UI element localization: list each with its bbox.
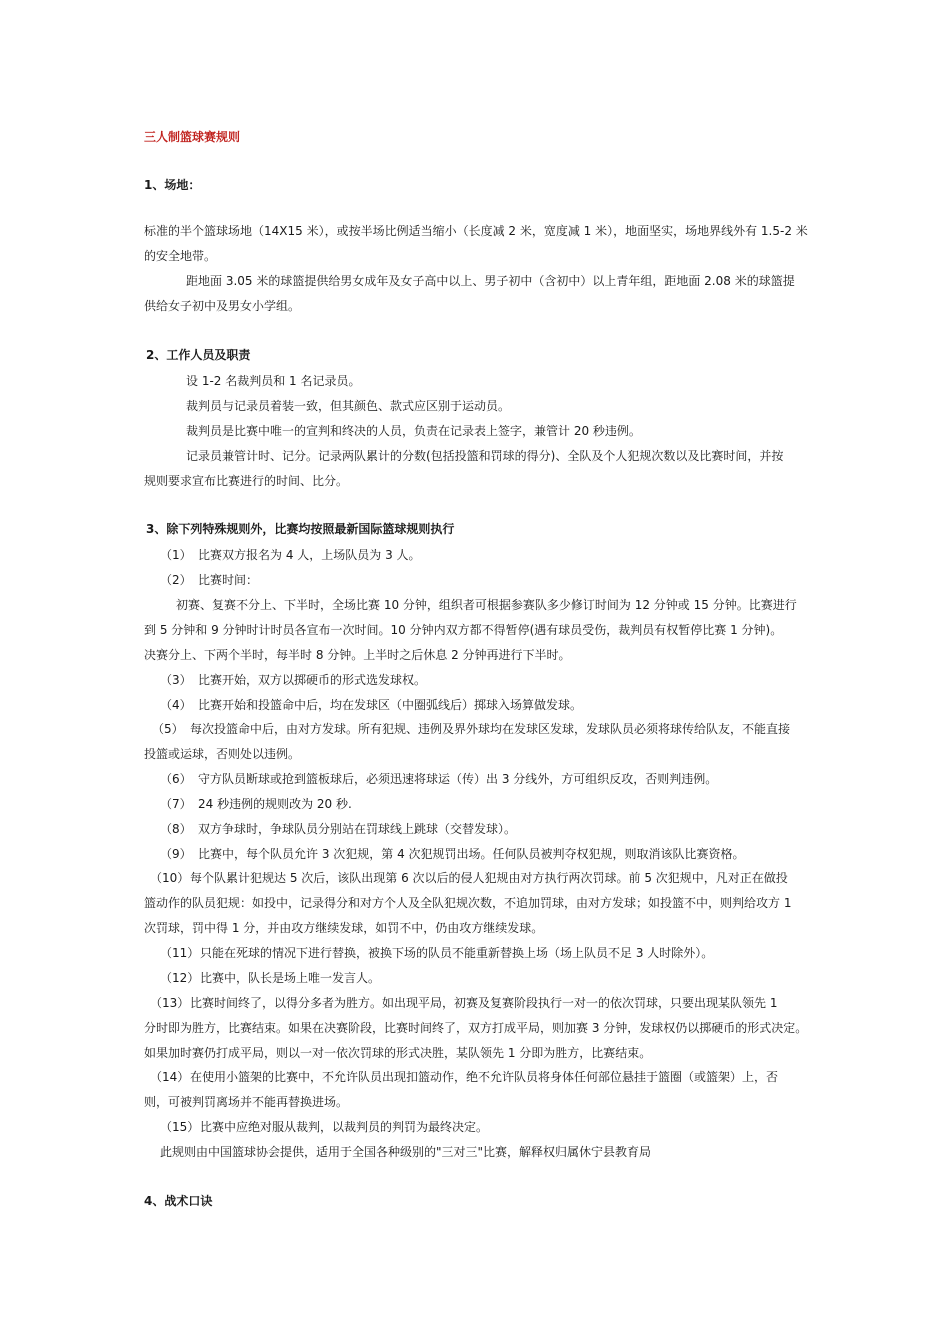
paragraph-line: 裁判员与记录员着装一致，但其颜色、款式应区别于运动员。 bbox=[186, 399, 511, 413]
rule-item bbox=[150, 996, 777, 1010]
rule-item bbox=[160, 822, 516, 836]
paragraph-line: 投篮或运球，否则处以违例。 bbox=[144, 747, 301, 761]
rule-text: 双方争球时，争球队员分别站在罚球线上跳球（交替发球）。 bbox=[198, 822, 517, 836]
rule-item bbox=[150, 871, 788, 885]
rule-text: 守方队员断球或抢到篮板球后，必须迅速将球运（传）出 3 分线外，方可组织反攻，否则判违例。 bbox=[198, 772, 718, 786]
paragraph-line: 次罚球，罚中得 1 分，并由攻方继续发球，如罚不中，仍由攻方继续发球。 bbox=[144, 921, 544, 935]
paragraph-line: 分时即为胜方，比赛结束。如果在决赛阶段，比赛时间终了，双方打成平局，则加赛 3 分钟，发球权仍以掷硬币的形式决定。 bbox=[144, 1021, 808, 1035]
rule-item bbox=[160, 971, 380, 985]
rule-text: 比赛开始和投篮命中后，均在发球区（中圈弧线后）掷球入场算做发球。 bbox=[198, 698, 583, 712]
rule-text: 比赛开始，双方以掷硬币的形式选发球权。 bbox=[198, 673, 427, 687]
rule-number: （7） bbox=[160, 797, 192, 811]
rule-number: （5） bbox=[152, 722, 184, 736]
rule-text: 比赛双方报名为 4 人，上场队员为 3 人。 bbox=[198, 548, 421, 562]
rule-number: （6） bbox=[160, 772, 192, 786]
rule-text: 比赛中应绝对服从裁判，以裁判员的判罚为最终决定。 bbox=[200, 1120, 489, 1134]
rule-item bbox=[160, 1120, 488, 1134]
paragraph-line: 篮动作的队员犯规：如投中，记录得分和对方个人及全队犯规次数，不追加罚球，由对方发球；如投篮不中，则判给攻方 1 bbox=[144, 896, 792, 910]
rule-text: 比赛中，队长是场上唯一发言人。 bbox=[200, 971, 381, 985]
rule-item bbox=[160, 797, 352, 811]
paragraph-line: 规则要求宣布比赛进行的时间、比分。 bbox=[144, 474, 349, 488]
rule-item bbox=[160, 698, 582, 712]
rule-number: （14） bbox=[150, 1070, 190, 1084]
rule-number: （3） bbox=[160, 673, 192, 687]
rule-item bbox=[160, 772, 717, 786]
rule-text: 比赛时间终了，以得分多者为胜方。如出现平局，初赛及复赛阶段执行一对一的依次罚球，只要出现某队领先 1 bbox=[190, 996, 778, 1010]
rule-text: 比赛中，每个队员允许 3 次犯规，第 4 次犯规罚出场。任何队员被判夺权犯规，则取消该队比赛资格。 bbox=[198, 847, 745, 861]
rule-item bbox=[160, 847, 745, 861]
rule-item bbox=[160, 573, 258, 587]
rule-number: （13） bbox=[150, 996, 190, 1010]
rule-number: （8） bbox=[160, 822, 192, 836]
paragraph-line: 初赛、复赛不分上、下半时，全场比赛 10 分钟，组织者可根据参赛队多少修订时间为 12 分钟或 15 分钟。比赛进行 bbox=[176, 598, 797, 612]
rule-text: 每次投篮命中后，由对方发球。所有犯规、违例及界外球均在发球区发球，发球队员必须将球传给队友，不能直接 bbox=[190, 722, 791, 736]
paragraph-line: 设 1-2 名裁判员和 1 名记录员。 bbox=[186, 374, 361, 388]
paragraph-line: 距地面 3.05 米的球篮提供给男女成年及女子高中以上、男子初中（含初中）以上青年组，距地面 2.08 米的球篮提 bbox=[186, 274, 795, 288]
rule-text: 每个队累计犯规达 5 次后，该队出现第 6 次以后的侵人犯规由对方执行两次罚球。前 5 次犯规中，凡对正在做投 bbox=[190, 871, 788, 885]
section-2-heading: 2、工作人员及职责 bbox=[146, 348, 251, 362]
rule-text: 只能在死球的情况下进行替换，被换下场的队员不能重新替换上场（场上队员不足 3 人时除外）。 bbox=[200, 946, 714, 960]
paragraph-line: 供给女子初中及男女小学组。 bbox=[144, 299, 301, 313]
document-title: 三人制篮球赛规则 bbox=[144, 130, 241, 144]
rule-number: （9） bbox=[160, 847, 192, 861]
section-1-heading: 1、场地： bbox=[144, 178, 201, 192]
paragraph-line: 到 5 分钟和 9 分钟时计时员各宣布一次时间。10 分钟内双方都不得暂停(遇有球员受伤，裁判员有权暂停比赛 1 分钟)。 bbox=[144, 623, 783, 637]
rule-number: （11） bbox=[160, 946, 200, 960]
paragraph-line: 裁判员是比赛中唯一的宣判和终决的人员，负责在记录表上签字，兼管计 20 秒违例。 bbox=[186, 424, 641, 438]
rule-number: （2） bbox=[160, 573, 192, 587]
rule-text: 比赛时间： bbox=[198, 573, 259, 587]
rule-item bbox=[152, 722, 790, 736]
rule-number: （10） bbox=[150, 871, 190, 885]
rule-item bbox=[160, 673, 426, 687]
section-3-heading: 3、除下列特殊规则外，比赛均按照最新国际篮球规则执行 bbox=[146, 522, 455, 536]
rule-number: （15） bbox=[160, 1120, 200, 1134]
paragraph-line: 如果加时赛仍打成平局，则以一对一依次罚球的形式决胜，某队领先 1 分即为胜方，比赛结束。 bbox=[144, 1046, 652, 1060]
rule-item bbox=[160, 946, 713, 960]
rule-number: （4） bbox=[160, 698, 192, 712]
paragraph-line: 决赛分上、下两个半时，每半时 8 分钟。上半时之后休息 2 分钟再进行下半时。 bbox=[144, 648, 571, 662]
paragraph-line: 标准的半个篮球场地（14X15 米），或按半场比例适当缩小（长度减 2 米，宽度减 1 米），地面坚实，场地界线外有 1.5-2 米 bbox=[144, 224, 808, 238]
rule-item bbox=[160, 548, 421, 562]
paragraph-line: 则，可被判罚离场并不能再替换进场。 bbox=[144, 1095, 349, 1109]
rule-number: （1） bbox=[160, 548, 192, 562]
rule-number: （12） bbox=[160, 971, 200, 985]
rule-item bbox=[150, 1070, 778, 1084]
footnote: 此规则由中国篮球协会提供，适用于全国各种级别的"三对三"比赛，解释权归属休宁县教育局 bbox=[160, 1145, 652, 1159]
section-4-heading: 4、战术口诀 bbox=[144, 1194, 213, 1208]
paragraph-line: 记录员兼管计时、记分。记录两队累计的分数(包括投篮和罚球的得分)、全队及个人犯规次数以及比赛时间，并按 bbox=[186, 449, 784, 463]
paragraph-line: 的安全地带。 bbox=[144, 249, 217, 263]
rule-text: 24 秒违例的规则改为 20 秒. bbox=[198, 797, 352, 811]
rule-text: 在使用小篮架的比赛中，不允许队员出现扣篮动作，绝不允许队员将身体任何部位悬挂于篮圈（或篮架）上，否 bbox=[190, 1070, 779, 1084]
